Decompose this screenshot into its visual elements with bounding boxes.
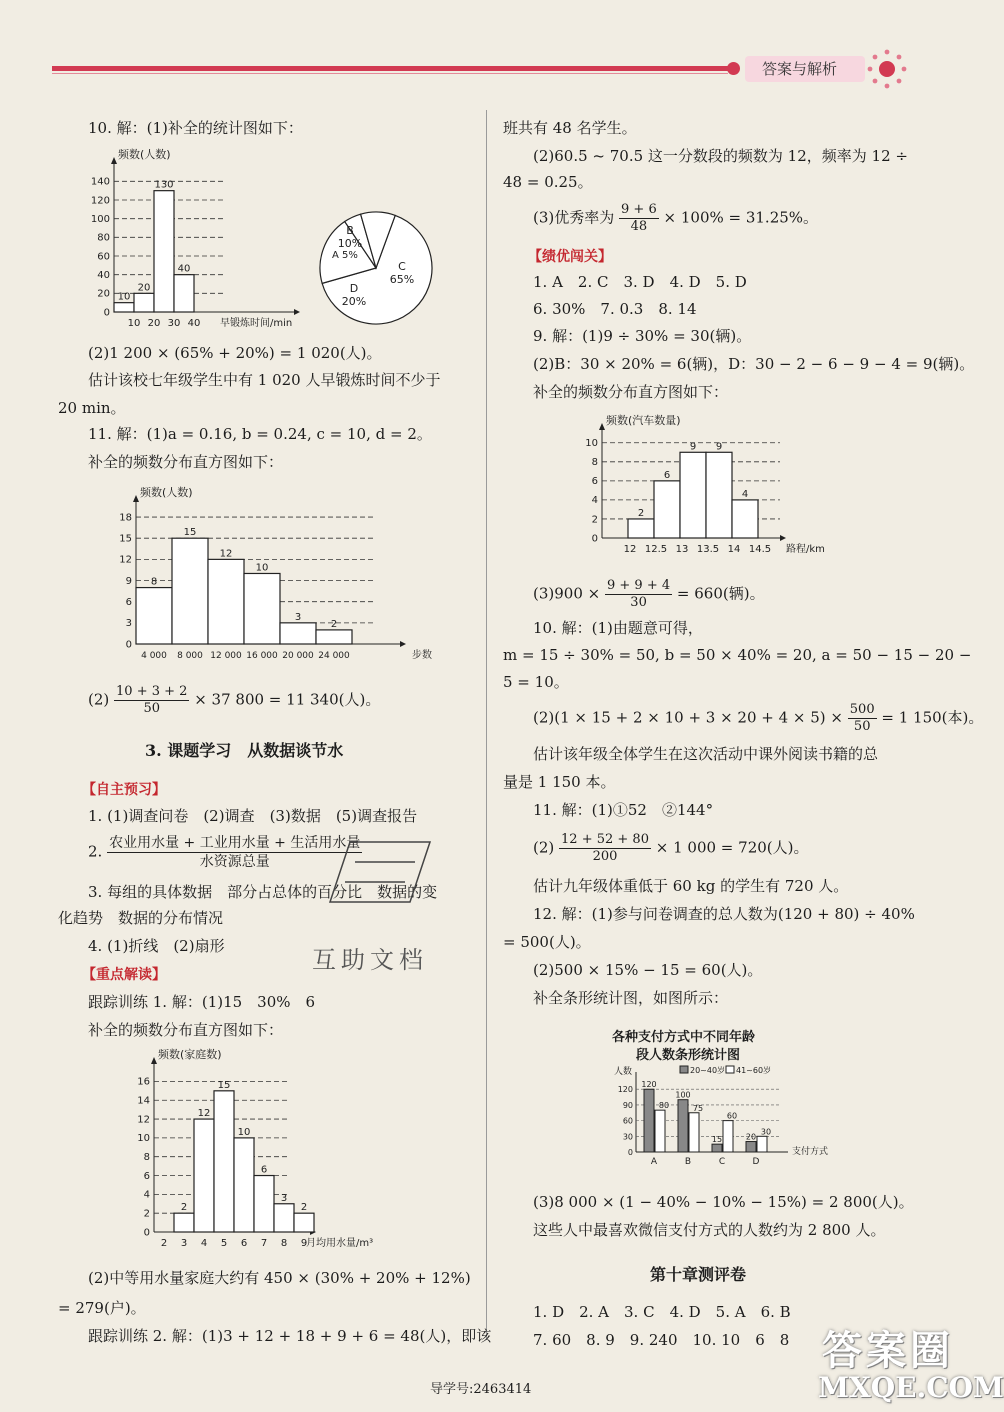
formula-prefix: (3)优秀率为	[533, 208, 615, 227]
text-line: 补全条形统计图，如图所示：	[533, 989, 729, 1007]
y-tick-label: 8	[591, 457, 598, 469]
text-line: = 279(户)。	[58, 1299, 146, 1317]
car-distance-histogram	[580, 404, 880, 560]
y-tick-label: 14	[137, 1095, 150, 1107]
bar-value-label: 10	[117, 291, 131, 303]
bar-value-label: 120	[641, 1080, 657, 1090]
fraction	[559, 832, 651, 865]
water-usage-histogram	[118, 1042, 408, 1254]
text-line: 估计该年级全体学生在这次活动中课外阅读书籍的总	[533, 745, 879, 763]
y-tick-label: 120	[617, 1085, 633, 1095]
legend-swatch	[726, 1066, 734, 1073]
x-axis-arrow	[780, 535, 786, 541]
pie-slice-percent: 10%	[337, 237, 363, 250]
x-tick-label: 12.5	[644, 544, 668, 555]
denominator: 30	[630, 595, 647, 610]
histogram-bar	[174, 275, 194, 312]
histogram-bar	[280, 623, 316, 644]
x-tick-label: 7	[260, 1238, 268, 1249]
bar	[723, 1121, 733, 1152]
text-line: 量是 1 150 本。	[503, 773, 616, 791]
y-axis-arrow	[133, 495, 139, 502]
bar-value-label: 60	[726, 1111, 738, 1121]
denominator: 48	[630, 219, 648, 234]
bar-value-label: 9	[689, 441, 697, 453]
text-line: 估计九年级体重低于 60 kg 的学生有 720 人。	[533, 877, 849, 895]
formula-prefix: 2.	[88, 842, 103, 861]
x-tick-label: 2	[160, 1238, 168, 1249]
y-tick-label: 40	[97, 270, 110, 281]
footer-logo: 答案圈	[822, 1327, 954, 1374]
text-line: 10. 解：(1)由题意可得，	[533, 619, 703, 637]
bar	[746, 1142, 756, 1152]
denominator: 50	[143, 701, 160, 716]
y-tick-label: 2	[143, 1208, 150, 1220]
x-axis-label: 月均用水量/m³	[306, 1238, 374, 1249]
x-tick-label: 3	[180, 1238, 188, 1249]
bar-value-label: 75	[692, 1103, 704, 1113]
bar	[757, 1136, 767, 1152]
histogram-bar	[172, 538, 208, 644]
bar-value-label: 2	[637, 507, 645, 519]
bar-value-label: 12	[219, 548, 233, 560]
formula-suffix: = 1 150(本)。	[881, 708, 984, 727]
x-tick-label: 8 000	[177, 651, 203, 661]
x-tick-label: 30	[167, 318, 181, 329]
histogram-bar	[680, 452, 706, 538]
histogram-bar	[208, 559, 244, 644]
formula-suffix: × 37 800 = 11 340(人)。	[194, 690, 381, 709]
y-tick-label: 30	[622, 1132, 633, 1142]
bar-value-label: 100	[675, 1090, 691, 1100]
bar-value-label: 15	[183, 527, 197, 539]
histogram-bar	[234, 1138, 254, 1232]
text-line: 3. 每组的具体数据 部分占总体的百分比 数据的变	[88, 883, 438, 901]
bar-value-label: 130	[154, 179, 174, 191]
x-tick-label: 24 000	[318, 651, 350, 661]
bar-value-label: 9	[715, 441, 723, 453]
y-tick-label: 60	[622, 1116, 633, 1126]
bar	[689, 1113, 699, 1152]
text-line: 这些人中最喜欢微信支付方式的人数约为 2 800 人。	[533, 1221, 886, 1239]
formula-prefix: (2)	[533, 838, 555, 857]
histogram-bar	[732, 500, 758, 538]
bar-value-label: 3	[280, 1192, 288, 1204]
text-line: 20 min。	[58, 399, 126, 417]
text-line: 6. 30% 7. 0.3 8. 14	[533, 300, 697, 318]
x-tick-label: 20 000	[282, 651, 314, 661]
pie-slice-label: B	[346, 224, 354, 237]
text-line: 12. 解：(1)参与问卷调查的总人数为(120 + 80) ÷ 40%	[533, 905, 915, 923]
flower-decoration-icon	[862, 46, 912, 92]
x-axis-arrow	[294, 309, 300, 315]
histogram-bar	[316, 630, 352, 644]
y-tick-label: 0	[125, 639, 132, 651]
y-tick-label: 9	[125, 575, 132, 587]
x-tick-label: 8	[280, 1238, 288, 1249]
x-tick-label: C	[718, 1157, 726, 1167]
bar-value-label: 3	[294, 611, 302, 623]
text-line: (2)中等用水量家庭大约有 450 × (30% + 20% + 12%)	[88, 1269, 471, 1287]
x-tick-label: 12 000	[210, 651, 242, 661]
pie-slice-percent: 65%	[389, 273, 415, 286]
y-tick-label: 120	[90, 195, 110, 207]
chart-title-line1: 各种支付方式中不同年龄	[612, 1030, 756, 1045]
fraction	[114, 684, 189, 717]
bar	[712, 1144, 722, 1152]
text-line: 11. 解：(1)①52 ②144°	[533, 801, 714, 819]
section-tag: 【自主预习】	[82, 782, 166, 798]
header-bar-thin	[52, 73, 728, 74]
fraction	[107, 834, 362, 871]
bar	[678, 1100, 688, 1152]
text-line: 1. A 2. C 3. D 4. D 5. D	[533, 273, 747, 291]
formula-prefix: (2)(1 × 15 + 2 × 10 + 3 × 20 + 4 × 5) ×	[533, 708, 843, 727]
x-axis-label: 路程/km	[786, 544, 825, 555]
pie-slice-percent: 20%	[341, 295, 367, 308]
text-line: (2)60.5 ~ 70.5 这一分数段的频数为 12，频率为 12 ÷	[533, 147, 908, 165]
histogram-bar	[254, 1176, 274, 1232]
x-tick-label: 6	[240, 1238, 248, 1249]
formula-suffix: = 660(辆)。	[676, 584, 765, 603]
numerator: 农业用水量 + 工业用水量 + 生活用水量	[109, 835, 361, 851]
legend-label: 41~60岁	[736, 1066, 772, 1075]
text-line: 11. 解：(1)a = 0.16, b = 0.24, c = 10, d = 2。	[88, 425, 432, 443]
bar-value-label: 30	[760, 1127, 772, 1137]
y-tick-label: 12	[119, 554, 132, 566]
denominator: 50	[853, 719, 871, 734]
y-axis-label: 频数(汽车数量)	[606, 414, 681, 427]
y-tick-label: 80	[97, 232, 110, 244]
pie-slice-label: C	[398, 260, 406, 273]
histogram-bar	[174, 1213, 194, 1232]
numerator: 9 + 6	[621, 202, 657, 217]
histogram-bar	[654, 481, 680, 538]
x-tick-label: 13	[675, 544, 689, 555]
text-line: 5 = 10。	[503, 673, 569, 691]
x-tick-label: 4	[200, 1238, 208, 1249]
numerator: 9 + 9 + 4	[607, 578, 671, 593]
watermark-stamp	[330, 832, 440, 912]
y-tick-label: 12	[137, 1114, 150, 1126]
bar-value-label: 15	[217, 1079, 231, 1091]
x-tick-label: B	[684, 1157, 692, 1167]
steps-histogram	[100, 476, 430, 668]
y-tick-label: 60	[97, 251, 110, 263]
fraction	[605, 578, 672, 611]
x-tick-label: 5	[220, 1238, 228, 1249]
y-tick-label: 2	[591, 514, 598, 526]
x-tick-label: D	[752, 1157, 760, 1167]
y-tick-label: 20	[97, 288, 110, 300]
fraction	[848, 702, 877, 735]
y-tick-label: 8	[143, 1152, 150, 1164]
y-tick-label: 0	[591, 533, 598, 545]
bar-value-label: 2	[180, 1202, 188, 1214]
histogram-bar	[628, 519, 654, 538]
denominator: 水资源总量	[199, 854, 270, 870]
bar-value-label: 80	[658, 1101, 670, 1111]
formula-line	[533, 832, 808, 865]
histogram-bar	[294, 1213, 314, 1232]
x-tick-label: 9	[300, 1238, 308, 1249]
text-line: 10. 解：(1)补全的统计图如下：	[88, 119, 303, 137]
text-line: 1. (1)调查问卷 (2)调查 (3)数据 (5)调查报告	[88, 807, 418, 825]
histogram-bar	[706, 452, 732, 538]
header-bar	[52, 66, 728, 71]
y-tick-label: 0	[143, 1227, 150, 1239]
y-tick-label: 18	[119, 512, 132, 524]
y-tick-label: 6	[591, 476, 598, 488]
pie-slice-label: D	[349, 282, 359, 295]
numerator: 10 + 3 + 2	[116, 684, 188, 699]
text-line: (2)500 × 15% − 15 = 60(人)。	[533, 961, 763, 979]
x-axis-label: 支付方式	[792, 1147, 829, 1157]
bar-value-label: 10	[255, 562, 269, 574]
x-tick-label: 16 000	[246, 651, 278, 661]
text-line: (2)B：30 × 20% = 6(辆)，D：30 − 2 − 6 − 9 − 4 = 9(辆)。	[533, 355, 975, 373]
formula-prefix: (3)900 ×	[533, 584, 601, 603]
x-tick-label: A	[650, 1157, 658, 1167]
text-line: 4. (1)折线 (2)扇形	[88, 937, 225, 955]
section-tag: 【绩优闯关】	[528, 249, 612, 265]
x-tick-label: 14.5	[748, 544, 772, 555]
chart-title-line2: 段人数条形统计图	[636, 1048, 741, 1063]
y-tick-label: 0	[103, 307, 110, 319]
bar-value-label: 2	[330, 618, 338, 630]
y-tick-label: 3	[125, 618, 132, 630]
formula-prefix: (2)	[88, 690, 110, 709]
x-axis-label: 步数	[412, 650, 432, 661]
x-axis-arrow	[400, 641, 406, 647]
formula-suffix: × 1 000 = 720(人)。	[655, 838, 809, 857]
text-line: 化趋势 数据的分布情况	[58, 909, 224, 927]
bar	[655, 1110, 665, 1152]
bar-value-label: 40	[177, 263, 191, 275]
bar-value-label: 15	[711, 1135, 723, 1145]
bar-value-label: 2	[300, 1202, 308, 1214]
y-axis-arrow	[151, 1057, 157, 1064]
y-tick-label: 10	[585, 438, 598, 450]
column-divider	[486, 110, 487, 1340]
x-tick-label: 13.5	[696, 544, 720, 555]
y-tick-label: 90	[622, 1100, 633, 1110]
bar	[644, 1089, 654, 1152]
y-tick-label: 4	[143, 1189, 150, 1201]
formula-line	[533, 202, 818, 235]
text-line: 班共有 48 名学生。	[503, 119, 637, 137]
x-tick-label: 20	[147, 318, 161, 329]
y-tick-label: 140	[90, 176, 110, 188]
text-line: 1. D 2. A 3. C 4. D 5. A 6. B	[533, 1303, 791, 1321]
legend-label: 20~40岁	[690, 1066, 726, 1075]
x-tick-label: 40	[187, 318, 201, 329]
y-tick-label: 0	[627, 1148, 633, 1157]
watermark-text: 互助文档	[312, 946, 428, 974]
bar-value-label: 20	[137, 282, 151, 294]
y-axis-label: 频数(家庭数)	[158, 1048, 222, 1061]
payment-grouped-bar-chart	[600, 1064, 829, 1182]
y-axis-label: 频数(人数)	[140, 486, 193, 499]
histogram-bar	[274, 1204, 294, 1232]
numerator: 500	[849, 702, 875, 717]
formula-line	[533, 702, 983, 735]
section-title: 3. 课题学习 从数据谈节水	[145, 741, 344, 760]
bar-value-label: 20	[745, 1132, 757, 1142]
section-tag: 【重点解读】	[82, 967, 166, 983]
pie-slice-label: A 5%	[332, 250, 358, 261]
fraction	[619, 202, 659, 235]
text-line: m = 15 ÷ 30% = 50, b = 50 × 40% = 20, a = 50 − 15 − 20 −	[503, 646, 972, 664]
y-axis-label: 人数	[613, 1067, 632, 1077]
y-tick-label: 16	[137, 1076, 150, 1088]
text-line: = 500(人)。	[503, 933, 591, 951]
y-tick-label: 6	[143, 1170, 150, 1182]
bar-value-label: 6	[663, 469, 671, 481]
y-tick-label: 4	[591, 495, 598, 507]
formula-suffix: × 100% = 31.25%。	[663, 208, 819, 227]
text-line: 补全的频数分布直方图如下：	[88, 453, 284, 471]
y-axis-label: 频数(人数)	[118, 148, 171, 161]
bar-value-label: 10	[237, 1126, 251, 1138]
histogram-bar	[154, 191, 174, 312]
text-line: 补全的频数分布直方图如下：	[88, 1021, 284, 1039]
text-line: 补全的频数分布直方图如下：	[533, 383, 729, 401]
text-line: 9. 解：(1)9 ÷ 30% = 30(辆)。	[533, 327, 752, 345]
y-tick-label: 100	[90, 214, 110, 225]
histogram-bar	[214, 1091, 234, 1232]
x-tick-label: 4 000	[141, 651, 167, 661]
text-line: 跟踪训练 2. 解：(1)3 + 12 + 18 + 9 + 6 = 48(人)，即该	[88, 1327, 492, 1345]
x-tick-label: 14	[727, 544, 741, 555]
bar-value-label: 8	[150, 576, 158, 588]
x-tick-label: 10	[127, 318, 141, 329]
histogram-bar	[114, 303, 134, 312]
y-tick-label: 6	[125, 597, 132, 609]
y-tick-label: 10	[137, 1133, 150, 1145]
formula-line	[88, 834, 362, 871]
exercise-time-pie-chart	[318, 200, 434, 336]
denominator: 200	[592, 849, 618, 864]
x-axis-label: 早锻炼时间/min	[220, 318, 293, 329]
histogram-bar	[134, 293, 154, 312]
text-line: 48 = 0.25。	[503, 173, 593, 191]
text-line: 7. 60 8. 9 9. 240 10. 10 6 8	[533, 1331, 790, 1349]
header-dot-icon	[727, 62, 740, 75]
legend-swatch	[680, 1066, 688, 1073]
formula-line	[88, 684, 380, 717]
exercise-time-histogram	[74, 142, 324, 332]
bar-value-label: 12	[197, 1108, 211, 1120]
header-title: 答案与解析	[762, 60, 838, 78]
x-tick-label: 12	[623, 544, 637, 555]
bar-value-label: 6	[260, 1164, 268, 1176]
chapter-title: 第十章测评卷	[650, 1265, 747, 1284]
histogram-bar	[194, 1119, 214, 1232]
text-line: 估计该校七年级学生中有 1 020 人早锻炼时间不少于	[88, 371, 441, 389]
histogram-bar	[136, 588, 172, 644]
footer-site: MXQE.COM	[818, 1371, 1004, 1404]
text-line: 跟踪训练 1. 解：(1)15 30% 6	[88, 993, 316, 1011]
footer-code: 导学号:2463414	[430, 1382, 532, 1397]
y-axis-arrow	[111, 157, 117, 164]
bar-value-label: 4	[741, 488, 749, 500]
y-tick-label: 15	[119, 533, 132, 545]
y-axis-arrow	[599, 423, 605, 430]
histogram-bar	[244, 573, 280, 644]
text-line: (2)1 200 × (65% + 20%) = 1 020(人)。	[88, 344, 382, 362]
formula-line	[533, 578, 765, 611]
text-line: (3)8 000 × (1 − 40% − 10% − 15%) = 2 800(人)。	[533, 1193, 914, 1211]
numerator: 12 + 52 + 80	[561, 832, 649, 847]
